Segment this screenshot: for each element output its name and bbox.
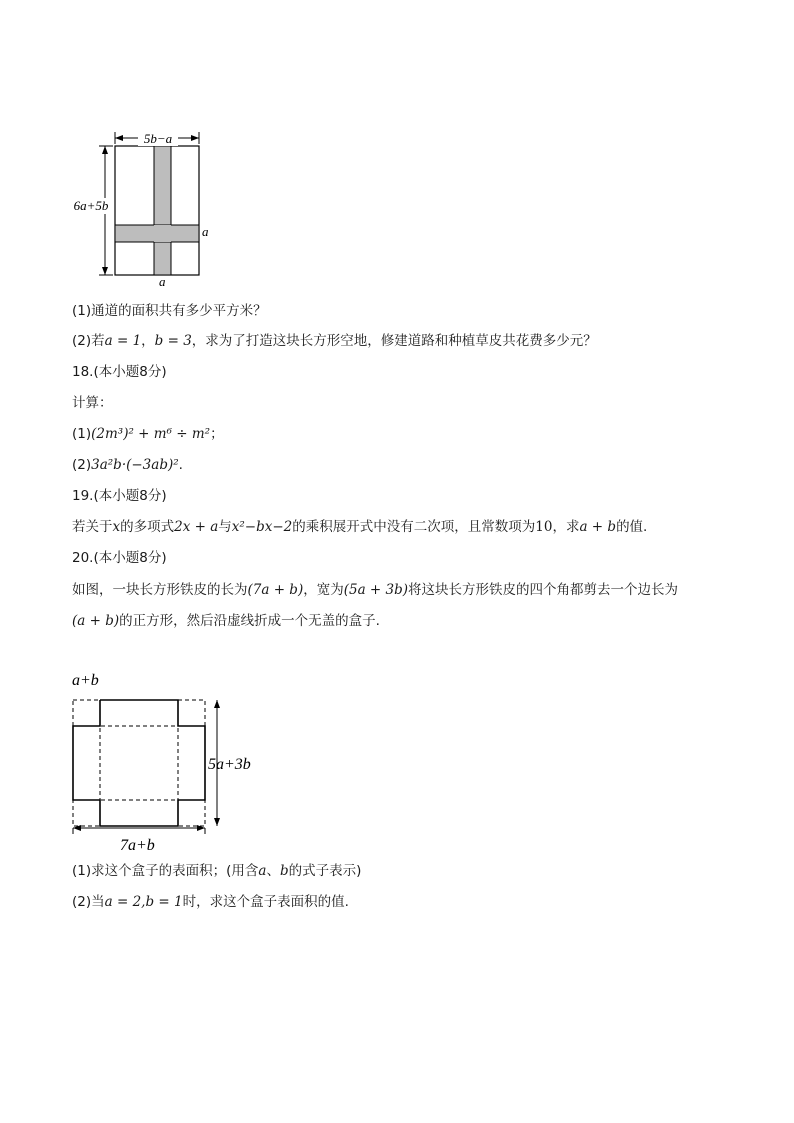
figure1-width-label: 5b−a <box>143 131 173 146</box>
figure-box-net <box>60 668 280 858</box>
q17-part2: (2)若a = 1，b = 3，求为了打造这块长方形空地，修建道路和种植草皮共花费多少元？ <box>72 333 597 349</box>
q18-intro: 计算： <box>72 395 113 411</box>
q20-header: 20.(本小题8分) <box>72 550 167 566</box>
figure2-corner-label: a+b <box>72 672 99 689</box>
figure1-road-right-label: a <box>202 224 209 239</box>
q18-part1: (1)(2m³)² + m⁶ ÷ m²； <box>72 426 224 442</box>
figure1-height-label: 6a+5b <box>73 198 109 213</box>
q20-line1: 如图，一块长方形铁皮的长为(7a + b)，宽为(5a + 3b)将这块长方形铁皮的四个角都剪去一个边长为 <box>72 582 679 598</box>
q17-part1: (1)通道的面积共有多少平方米？ <box>72 303 267 319</box>
figure1-road-bottom-label: a <box>159 274 166 289</box>
q18-header: 18.(本小题8分) <box>72 364 167 380</box>
q20-line2: (a + b)的正方形，然后沿虚线折成一个无盖的盒子. <box>72 613 380 629</box>
q19-header: 19.(本小题8分) <box>72 488 167 504</box>
q20-part1: (1)求这个盒子的表面积；(用含a、b的式子表示) <box>72 863 362 879</box>
vertical-road <box>154 146 171 275</box>
figure2-height-label: 5a+3b <box>208 756 251 773</box>
q20-part2: (2)当a = 2,b = 1时，求这个盒子表面积的值. <box>72 894 349 910</box>
figure-road-rectangle <box>60 128 250 293</box>
figure2-width-label: 7a+b <box>120 837 155 854</box>
q19-text: 若关于x的多项式2x + a与x²−bx−2的乘积展开式中没有二次项，且常数项为10，求a + b的值. <box>72 519 648 535</box>
q18-part2: (2)3a²b·(−3ab)². <box>72 457 183 473</box>
